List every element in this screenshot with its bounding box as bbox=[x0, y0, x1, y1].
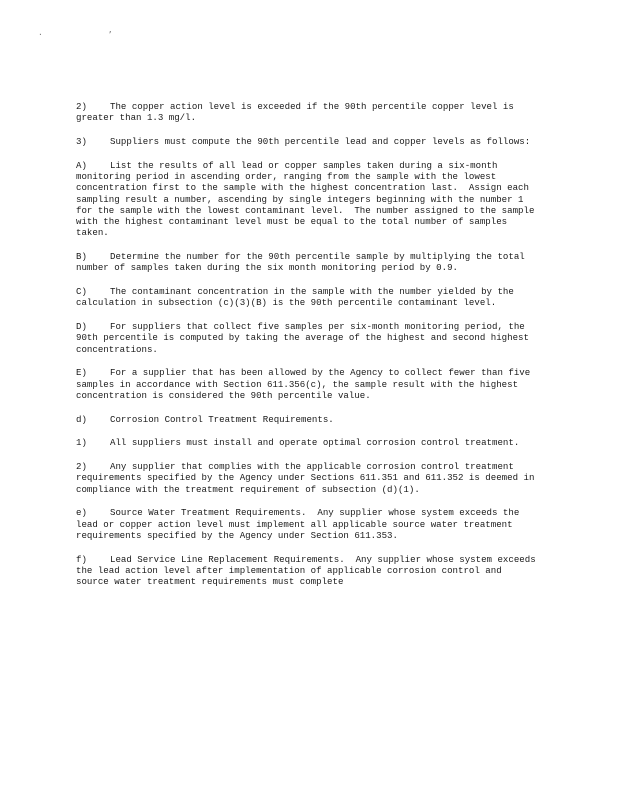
paragraph-fewer-samples bbox=[76, 367, 538, 401]
paragraph-compliance bbox=[76, 461, 538, 495]
paragraph-label: 1) bbox=[76, 437, 87, 449]
paragraph-copper-action-level bbox=[76, 101, 538, 124]
paragraph-text: Determine the number for the 90th percentile sample by multiplying the total number of samples taken during the six month monitoring period by 0.9. bbox=[76, 251, 531, 274]
paragraph-five-samples bbox=[76, 321, 538, 355]
paragraph-label: C) bbox=[76, 286, 87, 298]
paragraph-contaminant-concentration bbox=[76, 286, 538, 309]
paragraph-install-corrosion-control bbox=[76, 437, 538, 448]
paragraph-label: A) bbox=[76, 159, 87, 171]
paragraph-text: List the results of all lead or copper samples taken during a six-month monitoring period in ascending order, ranging from the sample with the lowest concentration first to the sample with the highest concentration last. Assign each sampling result a number, ascending by single integers beginning with the number 1 for the sample with the lowest contaminant level. The number assigned to the sample with the highest contaminant level must be equal to the total number of samples taken. bbox=[76, 159, 540, 239]
paragraph-label: 2) bbox=[76, 461, 87, 473]
paragraph-text: Any supplier that complies with the applicable corrosion control treatment requirements specified by the Agency under Sections 611.351 and 611.352 is deemed in compliance with the treatment requirement of subsection (d)(1). bbox=[76, 461, 540, 495]
paragraph-label: e) bbox=[76, 507, 87, 519]
paragraph-list-results bbox=[76, 160, 538, 239]
scan-specks: · ’ bbox=[38, 30, 143, 39]
paragraph-lead-service-line bbox=[76, 553, 542, 588]
paragraph-text: The contaminant concentration in the sample with the number yielded by the calculation in subsection (c)(3)(B) is the 90th percentile contaminant level. bbox=[76, 286, 520, 309]
paragraph-source-water bbox=[76, 507, 538, 541]
paragraph-compute-percentile bbox=[76, 136, 538, 147]
document-body bbox=[76, 101, 542, 600]
paragraph-determine-number bbox=[76, 251, 538, 274]
paragraph-label: d) bbox=[76, 413, 87, 425]
paragraph-label: 2) bbox=[76, 101, 87, 112]
paragraph-text: Corrosion Control Treatment Requirements. bbox=[110, 413, 334, 425]
paragraph-text: The copper action level is exceeded if the 90th percentile copper level is greater than 1.3 mg/l. bbox=[76, 101, 520, 124]
paragraph-corrosion-heading bbox=[76, 414, 538, 425]
paragraph-label: f) bbox=[76, 553, 87, 565]
paragraph-label: D) bbox=[76, 321, 87, 333]
paragraph-label: E) bbox=[76, 367, 87, 379]
paragraph-text: For suppliers that collect five samples per six-month monitoring period, the 90th percentile is computed by taking the average of the highest and second highest concentrations. bbox=[76, 321, 535, 355]
paragraph-label: B) bbox=[76, 251, 87, 263]
paragraph-text: Source Water Treatment Requirements. Any supplier whose system exceeds the lead or copper action level must implement all applicable source water treatment requirements specified by the Agency under Section 611.353. bbox=[76, 507, 525, 541]
paragraph-text: For a supplier that has been allowed by the Agency to collect fewer than five samples in accordance with Section 611.356(c), the sample result with the highest concentration is considered the 90th percentile value. bbox=[76, 367, 536, 401]
paragraph-text: All suppliers must install and operate optimal corrosion control treatment. bbox=[110, 437, 520, 449]
paragraph-label: 3) bbox=[76, 135, 87, 147]
paragraph-text: Suppliers must compute the 90th percentile lead and copper levels as follows: bbox=[110, 135, 531, 147]
paragraph-text: Lead Service Line Replacement Requirements. Any supplier whose system exceeds the lead action level after implementation of applicable corrosion control and source water treatment requirements must complete bbox=[76, 553, 542, 588]
